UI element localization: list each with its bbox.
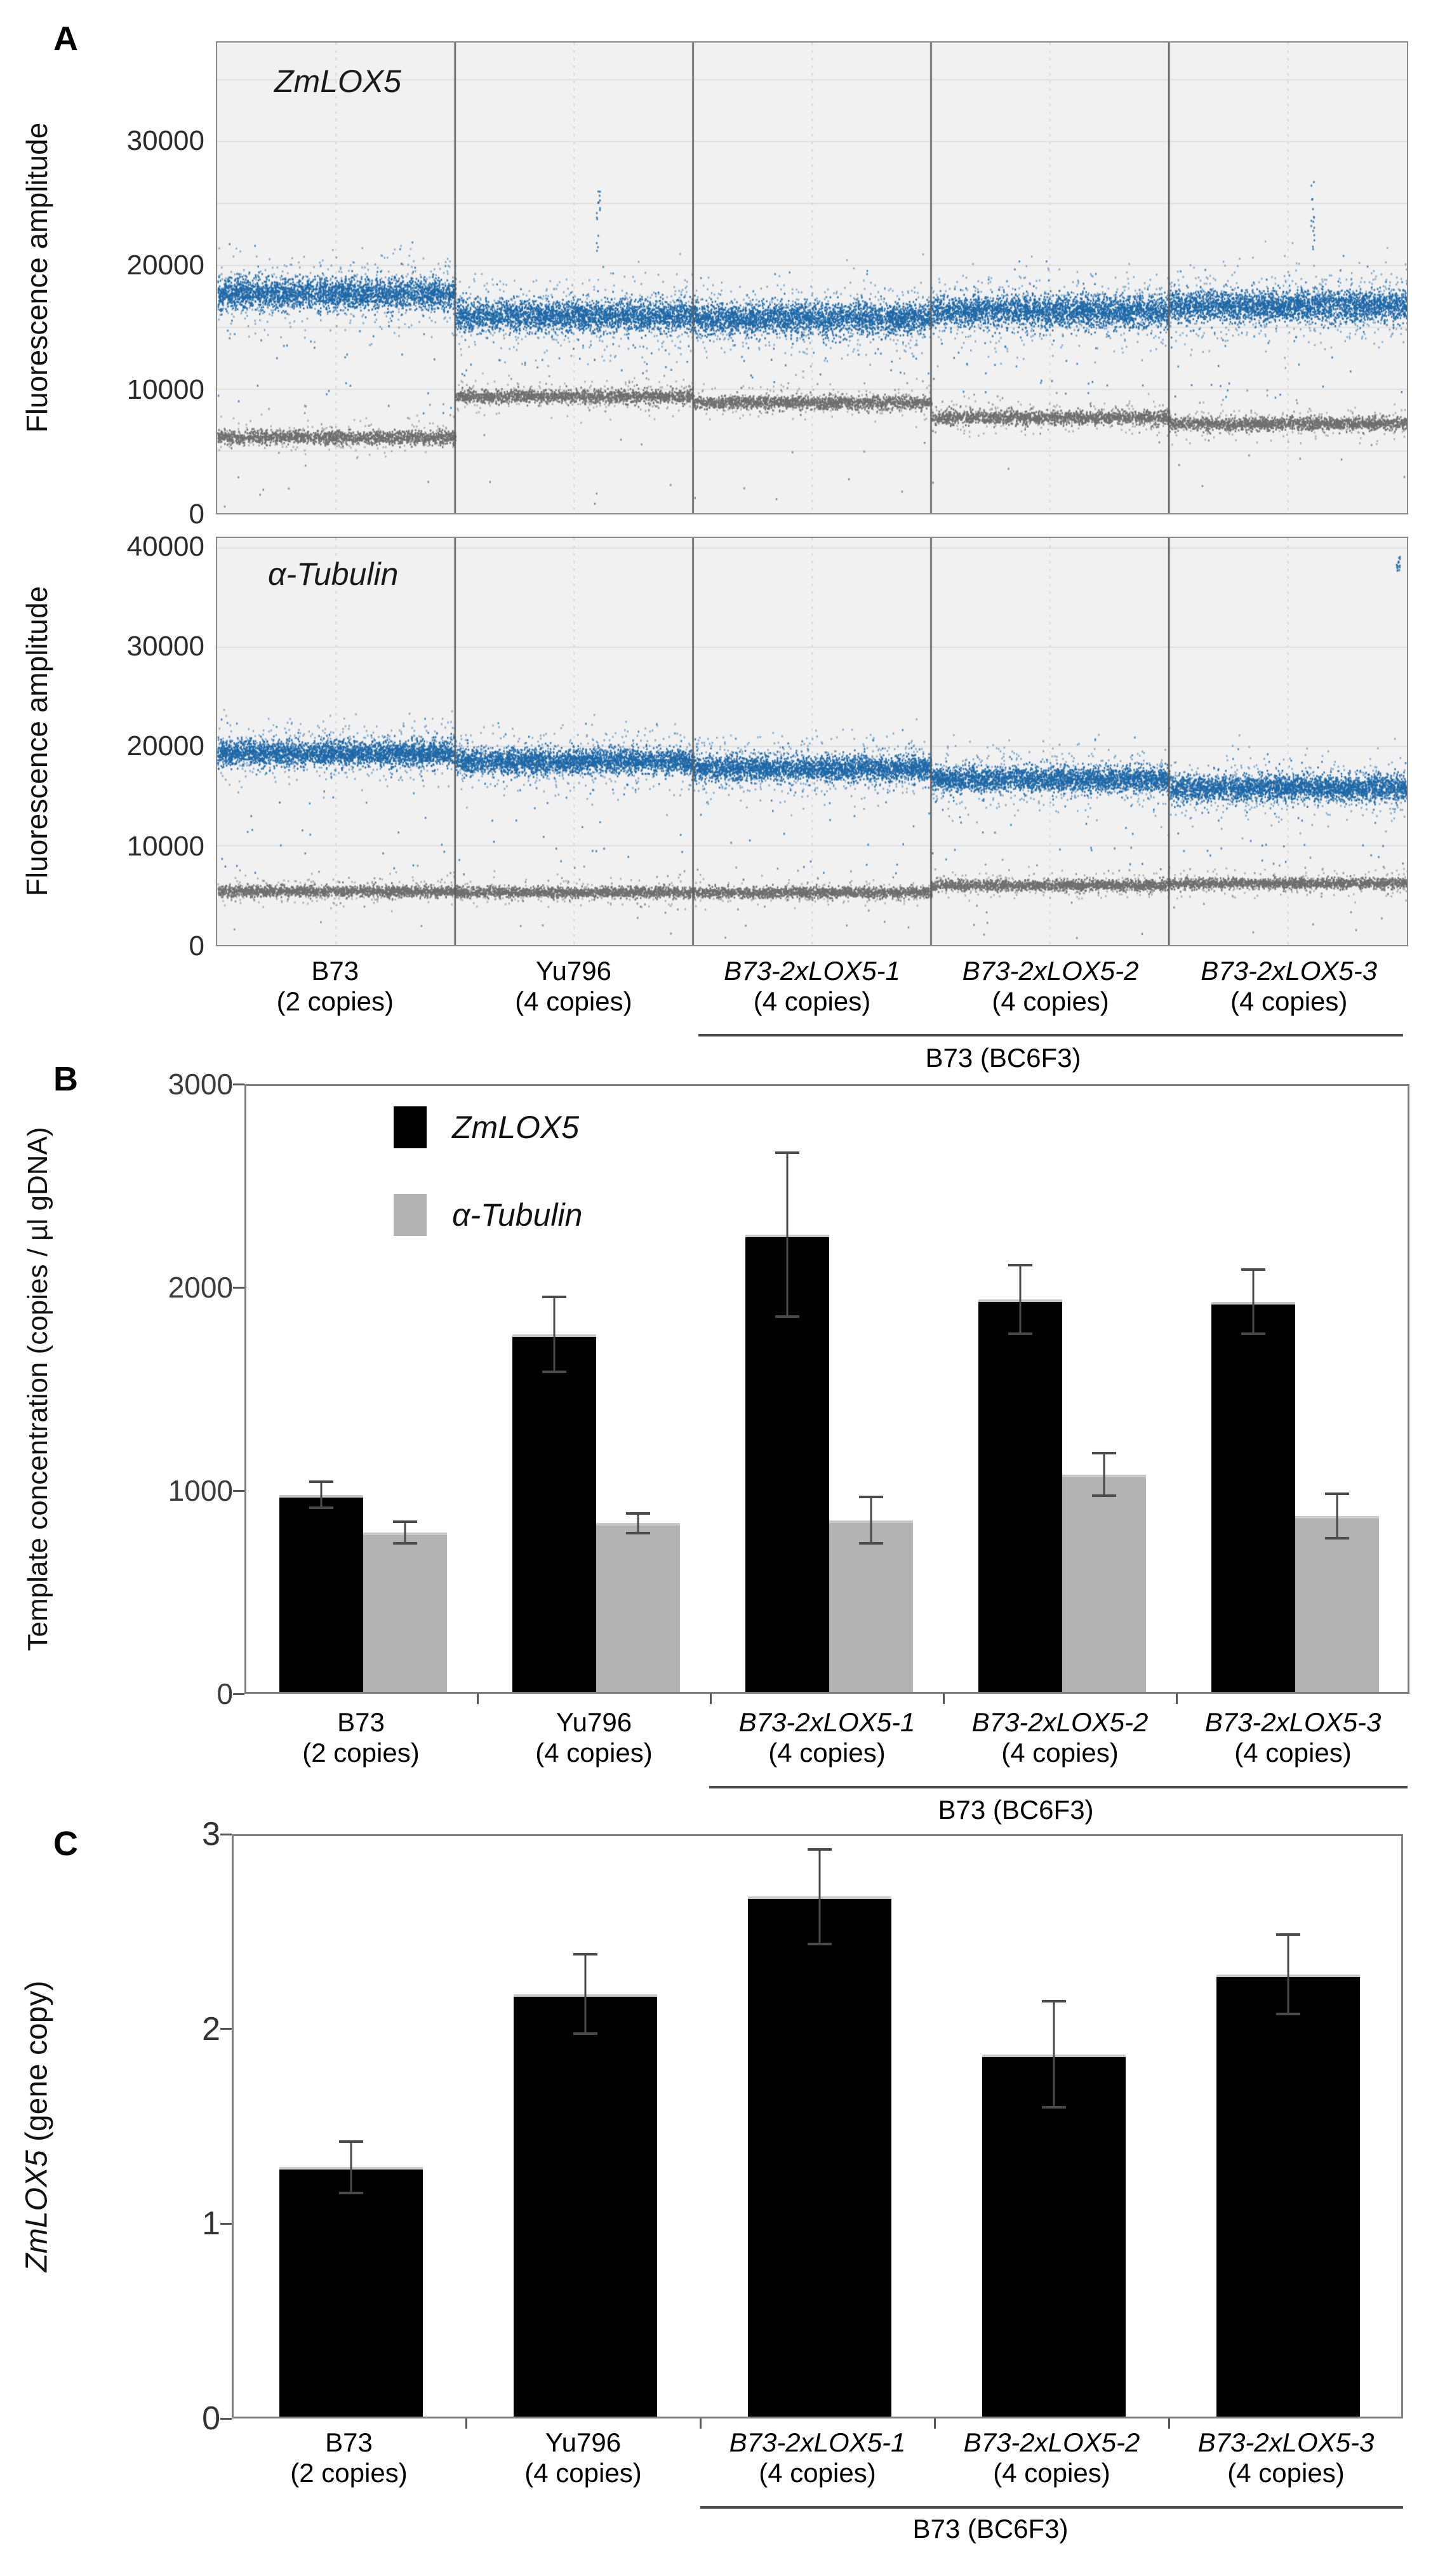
category-label	[241, 1707, 482, 1768]
error-bar-cap-top	[542, 1296, 566, 1298]
category-copies: (4 copies)	[1001, 1738, 1119, 1768]
category-name: B73-2xLOX5-3	[1204, 1707, 1382, 1737]
category-copies: (2 copies)	[276, 986, 394, 1016]
plot1-title: ZmLOX5	[274, 64, 402, 99]
error-bar-line	[1336, 1493, 1338, 1540]
ddpcr-plot-zmlox5	[216, 41, 1408, 514]
bar-zmlox5	[1211, 1302, 1295, 1692]
y-tick-label: 2	[202, 2010, 220, 2048]
error-bar-cap-bottom	[859, 1542, 883, 1545]
x-tick-mark	[465, 2418, 467, 2429]
error-bar-cap-top	[626, 1512, 650, 1515]
category-name: B73	[311, 956, 359, 986]
legend-item-zmlox5	[394, 1106, 579, 1148]
category-name: Yu796	[535, 956, 611, 986]
error-bar-cap-top	[339, 2140, 363, 2143]
panel-a-label: A	[53, 20, 78, 58]
error-bar-cap-bottom	[626, 1532, 650, 1534]
category-copies: (4 copies)	[993, 2458, 1110, 2488]
category-label	[1168, 956, 1409, 1017]
category-name: B73-2xLOX5-3	[1197, 2427, 1375, 2457]
x-tick-mark	[934, 2418, 936, 2429]
bar-tubulin	[1062, 1475, 1146, 1692]
panel-c-ylabel-unit: (gene copy)	[20, 1980, 54, 2150]
panel-c-label: C	[53, 1825, 78, 1863]
panel-b-label: B	[53, 1060, 78, 1098]
category-label	[691, 956, 933, 1017]
tubulin-legend-text: α-Tubulin	[452, 1197, 583, 1233]
category-copies: (4 copies)	[515, 986, 632, 1016]
y-tick-label: 10000	[126, 830, 204, 862]
error-bar	[1276, 1933, 1300, 2015]
error-bar	[573, 1953, 597, 2035]
plot2-title: α-Tubulin	[268, 556, 399, 592]
error-bar	[1008, 1264, 1032, 1335]
error-bar-cap-bottom	[339, 2192, 363, 2194]
error-bar-cap-bottom	[573, 2032, 597, 2035]
error-bar-line	[1103, 1452, 1105, 1496]
y-tick-mark	[233, 1083, 244, 1085]
error-bar-cap-top	[1092, 1452, 1116, 1454]
error-bar-cap-top	[808, 1848, 832, 1851]
y-tick-mark	[220, 2418, 232, 2420]
bar-zmlox5	[279, 1495, 363, 1692]
panel-b-group-underline	[709, 1786, 1408, 1788]
y-tick-label: 30000	[126, 124, 204, 156]
error-bar-cap-bottom	[1276, 2013, 1300, 2015]
error-bar-cap-top	[859, 1496, 883, 1498]
y-tick-label: 40000	[126, 530, 204, 562]
category-copies: (4 copies)	[768, 1738, 886, 1768]
error-bar	[1092, 1452, 1116, 1496]
x-tick-mark	[1176, 1694, 1178, 1704]
y-tick-mark	[220, 2223, 232, 2225]
plot1-y-axis-label: Fluorescence amplitude	[20, 122, 53, 433]
ddpcr-plot-tubulin	[216, 537, 1408, 946]
error-bar-cap-bottom	[1008, 1332, 1032, 1335]
y-tick-mark	[233, 1693, 244, 1695]
category-name: B73-2xLOX5-2	[971, 1707, 1149, 1737]
ddpcr-scatter-canvas-tubulin	[217, 538, 1407, 945]
error-bar-cap-top	[393, 1520, 417, 1523]
error-bar-cap-bottom	[542, 1371, 566, 1373]
y-tick-label: 0	[189, 930, 204, 962]
category-name: Yu796	[545, 2427, 622, 2457]
y-tick-mark	[233, 1490, 244, 1492]
category-name: B73-2xLOX5-1	[724, 956, 900, 986]
error-bar-line	[404, 1520, 406, 1545]
error-bar-cap-bottom	[808, 1943, 832, 1945]
y-tick-label: 20000	[126, 249, 204, 281]
x-tick-mark	[710, 1694, 712, 1704]
template-concentration-chart	[244, 1084, 1409, 1694]
error-bar-line	[1053, 2000, 1055, 2109]
bar-zmlox5	[1216, 1975, 1360, 2417]
error-bar-cap-top	[309, 1480, 333, 1483]
gene-copy-chart	[232, 1834, 1403, 2418]
bar-zmlox5	[748, 1896, 891, 2417]
panel-c-group-label: B73 (BC6F3)	[912, 2514, 1069, 2544]
x-tick-mark	[477, 1694, 479, 1704]
y-tick-label: 30000	[126, 631, 204, 662]
error-bar-cap-top	[1042, 2000, 1066, 2002]
y-tick-label: 0	[189, 499, 204, 530]
error-bar-line	[1252, 1268, 1254, 1336]
error-bar	[626, 1512, 650, 1534]
error-bar	[339, 2140, 363, 2195]
error-bar	[1241, 1268, 1265, 1336]
error-bar-line	[320, 1480, 322, 1509]
error-bar	[542, 1296, 566, 1373]
error-bar	[1325, 1493, 1349, 1540]
bar-tubulin	[596, 1523, 680, 1692]
category-name: B73	[337, 1707, 385, 1737]
category-name: B73-2xLOX5-3	[1201, 956, 1378, 986]
category-name: B73-2xLOX5-1	[729, 2427, 906, 2457]
error-bar-line	[350, 2140, 352, 2195]
category-label	[463, 2427, 704, 2488]
category-copies: (4 copies)	[753, 986, 871, 1016]
error-bar-cap-bottom	[393, 1542, 417, 1545]
panel-b-y-axis-label: Template concentration (copies / µl gDNA)	[22, 1127, 53, 1651]
error-bar	[309, 1480, 333, 1509]
category-label	[1166, 2427, 1407, 2488]
category-name: B73-2xLOX5-2	[963, 2427, 1140, 2457]
category-copies: (4 copies)	[535, 1738, 653, 1768]
error-bar-line	[786, 1151, 788, 1318]
panel-c-y-axis-label	[20, 1981, 55, 2272]
error-bar-cap-bottom	[775, 1315, 799, 1318]
y-tick-label: 20000	[126, 730, 204, 762]
panel-a-group-underline	[698, 1034, 1403, 1036]
bar-tubulin	[1295, 1516, 1379, 1692]
y-tick-label: 3000	[168, 1068, 233, 1101]
category-label	[707, 1707, 948, 1768]
category-copies: (2 copies)	[302, 1738, 420, 1768]
category-copies: (4 copies)	[524, 2458, 642, 2488]
zmlox5-legend-swatch	[394, 1106, 427, 1148]
error-bar-cap-top	[1008, 1264, 1032, 1266]
error-bar-cap-top	[1325, 1493, 1349, 1495]
y-tick-label: 3	[202, 1816, 220, 1853]
error-bar-cap-bottom	[1092, 1494, 1116, 1497]
bar-tubulin	[363, 1533, 447, 1692]
category-label	[453, 956, 694, 1017]
panel-b-group-label: B73 (BC6F3)	[938, 1795, 1094, 1825]
error-bar-cap-bottom	[1042, 2106, 1066, 2109]
error-bar-line	[1287, 1933, 1289, 2015]
x-tick-mark	[700, 2418, 702, 2429]
y-tick-label: 1000	[168, 1474, 233, 1507]
y-tick-label: 1	[202, 2205, 220, 2243]
error-bar-cap-bottom	[1241, 1332, 1265, 1335]
error-bar	[1042, 2000, 1066, 2109]
bar-zmlox5	[978, 1299, 1062, 1692]
category-name: B73-2xLOX5-2	[962, 956, 1139, 986]
error-bar-line	[553, 1296, 555, 1373]
plot2-y-axis-label: Fluorescence amplitude	[20, 586, 53, 897]
zmlox5-legend-text: ZmLOX5	[452, 1110, 580, 1145]
category-label	[1173, 1707, 1414, 1768]
x-tick-mark	[943, 1694, 945, 1704]
category-name: B73	[325, 2427, 373, 2457]
category-label	[474, 1707, 715, 1768]
category-copies: (2 copies)	[290, 2458, 408, 2488]
error-bar-line	[870, 1496, 872, 1545]
error-bar-cap-top	[1241, 1268, 1265, 1271]
error-bar-cap-bottom	[309, 1506, 333, 1509]
panel-c-ylabel-gene: ZmLOX5	[20, 2150, 54, 2272]
category-name: B73-2xLOX5-1	[738, 1707, 916, 1737]
y-tick-mark	[233, 1287, 244, 1289]
error-bar	[393, 1520, 417, 1545]
error-bar-cap-top	[573, 1953, 597, 1955]
y-tick-label: 0	[202, 2400, 220, 2437]
bar-zmlox5	[279, 2167, 423, 2417]
error-bar-line	[584, 1953, 586, 2035]
panel-a-group-label: B73 (BC6F3)	[925, 1043, 1081, 1073]
category-label	[940, 1707, 1181, 1768]
ddpcr-scatter-canvas-zmlox5	[217, 43, 1407, 513]
category-copies: (4 copies)	[1227, 2458, 1345, 2488]
error-bar-line	[1019, 1264, 1021, 1335]
error-bar-cap-bottom	[1325, 1537, 1349, 1540]
error-bar	[859, 1496, 883, 1545]
error-bar	[808, 1848, 832, 1945]
category-copies: (4 copies)	[1230, 986, 1348, 1016]
error-bar-cap-top	[775, 1151, 799, 1154]
y-tick-label: 10000	[126, 373, 204, 405]
error-bar-line	[637, 1512, 639, 1534]
category-label	[930, 956, 1171, 1017]
y-tick-mark	[220, 1834, 232, 1835]
y-tick-mark	[220, 2028, 232, 2030]
category-label	[215, 956, 456, 1017]
x-tick-mark	[1168, 2418, 1170, 2429]
panel-c-group-underline	[700, 2506, 1403, 2509]
y-tick-label: 0	[216, 1677, 233, 1710]
category-label	[931, 2427, 1173, 2488]
error-bar	[775, 1151, 799, 1318]
bar-zmlox5	[512, 1334, 596, 1692]
category-copies: (4 copies)	[1234, 1738, 1352, 1768]
tubulin-legend-swatch	[394, 1194, 427, 1236]
y-tick-label: 2000	[168, 1271, 233, 1304]
legend-item-tubulin	[394, 1194, 582, 1236]
category-name: Yu796	[556, 1707, 632, 1737]
error-bar-cap-top	[1276, 1933, 1300, 1936]
bar-tubulin	[829, 1520, 913, 1692]
error-bar-line	[818, 1848, 820, 1945]
category-copies: (4 copies)	[992, 986, 1109, 1016]
category-label	[229, 2427, 470, 2488]
category-copies: (4 copies)	[759, 2458, 876, 2488]
category-label	[697, 2427, 938, 2488]
bar-zmlox5	[514, 1994, 657, 2417]
